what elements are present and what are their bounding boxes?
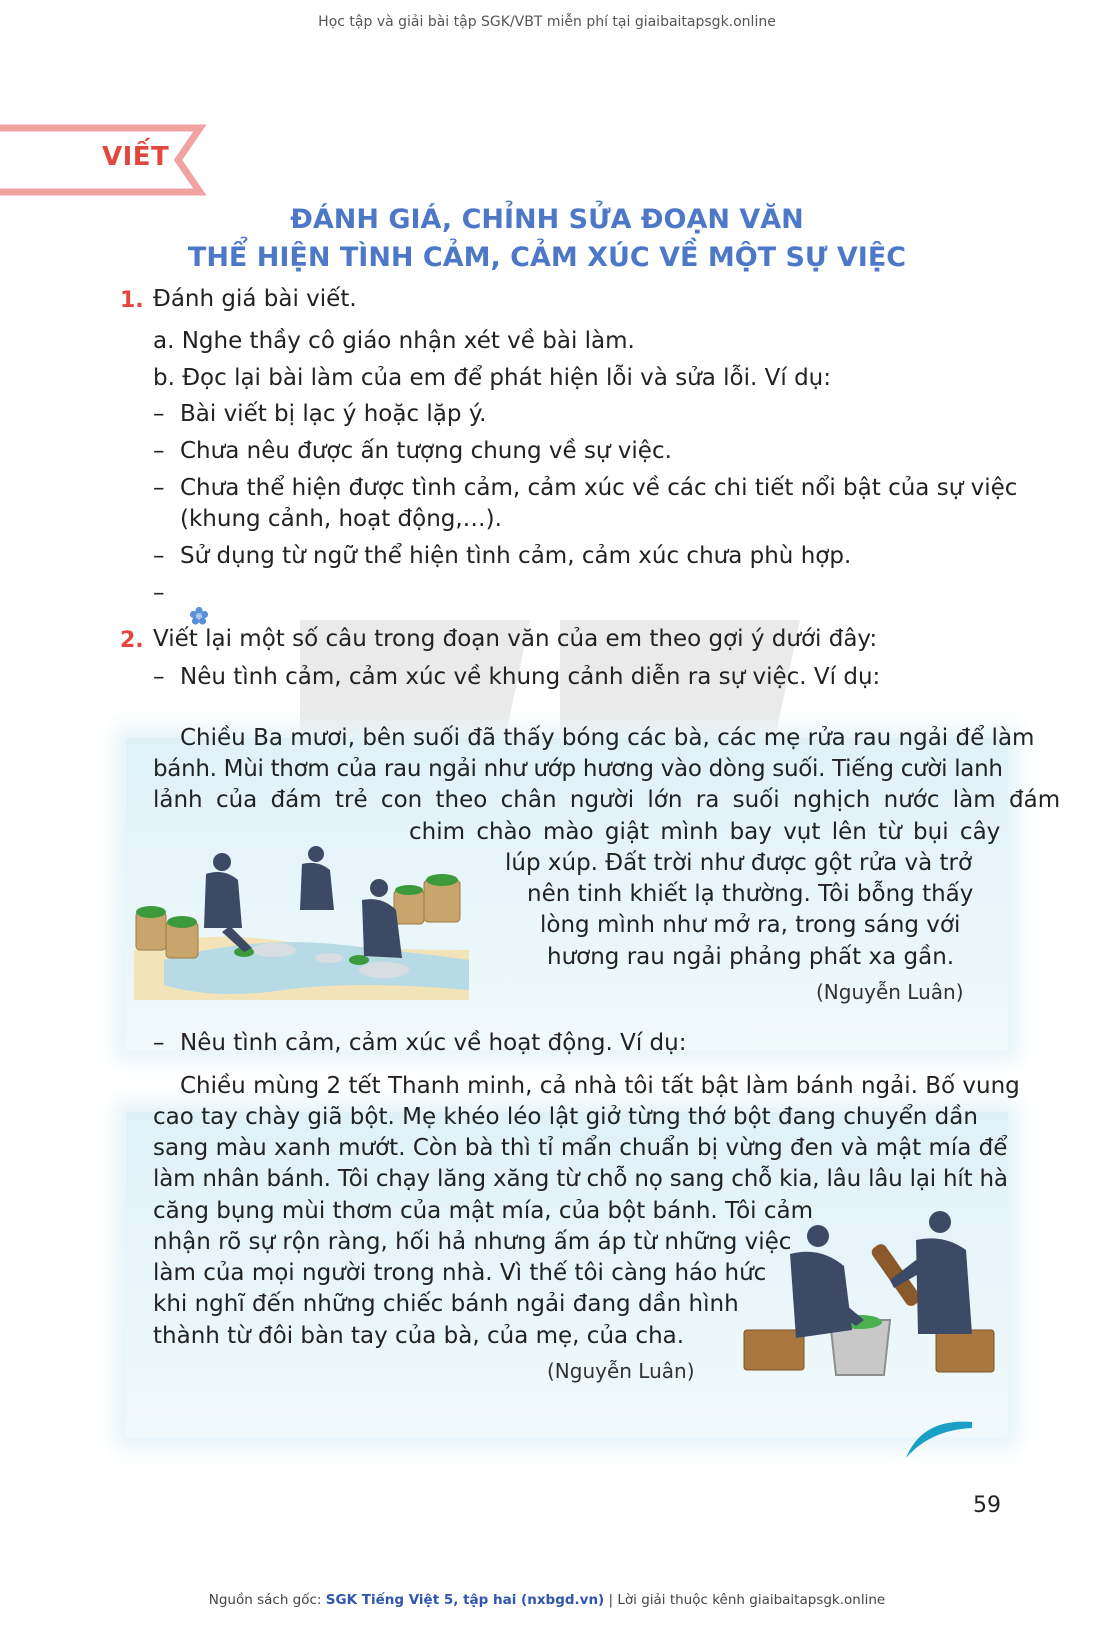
example1-line-4: chim chào mào giật mình bay vụt lên từ bụi cây [409,819,1001,845]
footer-suffix: | Lời giải thuộc kênh giaibaitapsgk.online [604,1592,886,1608]
bullet-dash: – [153,664,165,690]
blue-flower-icon [189,606,209,626]
task1-bullet-4: Sử dụng từ ngữ thể hiện tình cảm, cảm xúc chưa phù hợp. [180,543,852,569]
example1-line-2: bánh. Mùi thơm của rau ngải như ướp hương vào dòng suối. Tiếng cười lanh [153,756,1003,782]
bullet-dash: – [153,401,165,427]
footer-book-link[interactable]: SGK Tiếng Việt 5, tập hai (nxbgd.vn) [325,1592,605,1608]
task1-bullet-3-cont: (khung cảnh, hoạt động,…). [180,506,502,532]
example1-line-1: Chiều Ba mươi, bên suối đã thấy bóng các bà, các mẹ rửa rau ngải để làm [180,725,1035,751]
example2-line-4: làm nhân bánh. Tôi chạy lăng xăng từ chỗ nọ sang chỗ kia, lâu lâu lại hít hà [153,1166,1008,1192]
bullet-dash: – [153,543,165,569]
example2-line-5: căng bụng mùi thơm của mật mía, của bột bánh. Tôi cảm [153,1198,813,1224]
bullet-dash: – [153,1030,165,1056]
lesson-title-line2: THỂ HIỆN TÌNH CẢM, CẢM XÚC VỀ MỘT SỰ VIỆC [187,242,907,273]
page-header: Học tập và giải bài tập SGK/VBT miễn phí tại giaibaitapsgk.online [318,14,776,30]
page-footer [0,1592,1094,1608]
example2-line-7: làm của mọi người trong nhà. Vì thế tôi càng háo hức [153,1260,767,1286]
task2-number: 2. [120,628,144,653]
page-number: 59 [973,1493,1001,1518]
illustration-women-washing-herbs [134,840,469,1000]
task1-number: 1. [120,288,144,313]
task1-heading: Đánh giá bài viết. [153,286,357,312]
bullet-dash: – [153,475,165,501]
task1-bullet-3: Chưa thể hiện được tình cảm, cảm xúc về các chi tiết nổi bật của sự việc [180,475,1018,501]
task2-bullet-2: Nêu tình cảm, cảm xúc về hoạt động. Ví dụ: [180,1030,687,1056]
footer-prefix: Nguồn sách gốc: [208,1592,326,1608]
page-swoosh-icon [902,1418,974,1470]
example2-line-1: Chiều mùng 2 tết Thanh minh, cả nhà tôi tất bật làm bánh ngải. Bố vung [180,1073,1020,1099]
example2-line-2: cao tay chày giã bột. Mẹ khéo léo lật giở từng thớ bột đang chuyển dần [153,1104,978,1130]
lesson-title-line1: ĐÁNH GIÁ, CHỈNH SỬA ĐOẠN VĂN [290,204,804,235]
example1-line-3: lảnh của đám trẻ con theo chân người lớn ra suối nghịch nước làm đám [153,787,1061,813]
example1-credit: (Nguyễn Luân) [816,980,964,1004]
example1-line-5: lúp xúp. Đất trời như được gột rửa và trở [505,850,973,876]
section-tag-label: VIẾT [102,142,170,172]
example2-line-3: sang màu xanh mướt. Còn bà thì tỉ mẩn chuẩn bị vừng đen và mật mía để [153,1135,1008,1161]
task2-bullet-1: Nêu tình cảm, cảm xúc về khung cảnh diễn ra sự việc. Ví dụ: [180,664,881,690]
example2-credit: (Nguyễn Luân) [547,1359,695,1383]
task1-item-a: a. Nghe thầy cô giáo nhận xét về bài làm. [153,328,635,354]
example2-line-6: nhận rõ sự rộn ràng, hối hả nhưng ấm áp từ những việc [153,1229,792,1255]
example1-line-6: nên tinh khiết lạ thường. Tôi bỗng thấy [527,881,974,907]
example1-line-8: hương rau ngải phảng phất xa gần. [547,944,955,970]
task1-bullet-1: Bài viết bị lạc ý hoặc lặp ý. [180,401,487,427]
bullet-dash: – [153,580,165,606]
example2-line-9: thành từ đôi bàn tay của bà, của mẹ, của cha. [153,1323,685,1349]
task1-item-b: b. Đọc lại bài làm của em để phát hiện lỗi và sửa lỗi. Ví dụ: [153,365,831,391]
example2-line-8: khi nghĩ đến những chiếc bánh ngải đang dần hình [153,1291,739,1317]
example1-line-7: lòng mình như mở ra, trong sáng với [540,912,961,938]
bullet-dash: – [153,438,165,464]
task1-bullet-2: Chưa nêu được ấn tượng chung về sự việc. [180,438,672,464]
task2-heading: Viết lại một số câu trong đoạn văn của em theo gợi ý dưới đây: [153,626,878,652]
